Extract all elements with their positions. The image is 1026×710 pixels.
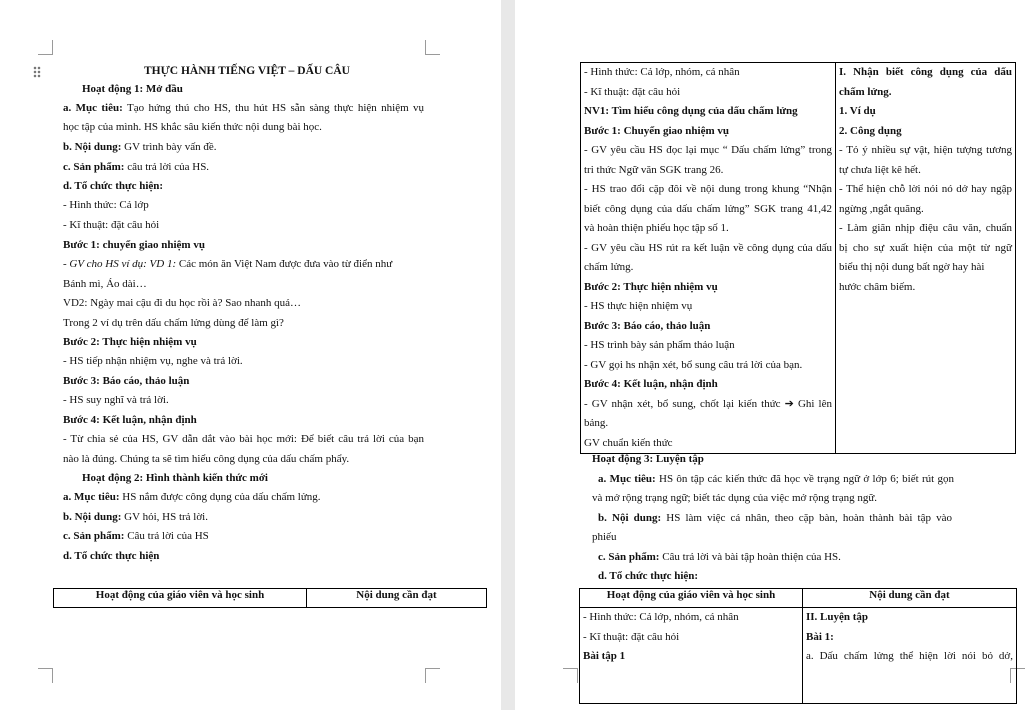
cell-text-line: 2. Công dụng <box>839 124 902 137</box>
table-row <box>581 63 1016 454</box>
cell-text-line: bảng. <box>584 417 609 429</box>
step1-heading: Bước 1: chuyển giao nhiệm vụ <box>63 239 205 251</box>
crop-mark <box>563 668 578 683</box>
practice-table <box>579 588 1017 704</box>
cell-text-line: Bước 1: Chuyển giao nhiệm vụ <box>584 124 730 137</box>
product-line: c. Sản phẩm: câu trả lời của HS. <box>63 161 210 173</box>
expected-content-cell <box>803 608 1017 704</box>
knowledge-table <box>580 62 1016 454</box>
technique-line: - Kĩ thuật: đặt câu hỏi <box>63 219 160 231</box>
cell-text-line: - Hình thức: Cả lớp, nhóm, cá nhân <box>584 66 740 78</box>
cell-text-line: GV chuẩn kiến thức <box>584 436 673 449</box>
a3-content-line-2: phiếu <box>592 531 617 543</box>
objective-line: a. Mục tiêu: Tạo hứng thú cho HS, thu hút HS sẵn sàng thực hiện nhiệm vụ <box>63 102 425 114</box>
a2-product-line: c. Sản phẩm: Câu trả lời của HS <box>63 530 209 542</box>
cell-text-line: - GV yêu cầu HS đọc lại mục “ Dấu chấm lửng” trong <box>584 144 832 156</box>
cell-text-line: - Kĩ thuật: đặt câu hỏi <box>583 630 680 643</box>
cell-text-line: ngừng ,ngắt quãng. <box>839 202 924 215</box>
cell-text-line: - Làm giãn nhịp điệu câu văn, chuẩn <box>839 222 1012 234</box>
a3-objective-line-2: và mở rộng trạng ngữ; biết tác dụng của việc mở rộng trạng ngữ. <box>592 492 878 504</box>
expected-content-cell <box>836 63 1016 454</box>
cell-text-line: 1. Ví dụ <box>839 105 876 117</box>
table-header-cell: Nội dung cần đạt <box>803 589 1017 608</box>
step1-line-3: VD2: Ngày mai cậu đi du học rồi à? Sao nhanh quá… <box>63 297 301 309</box>
document-page-right <box>515 0 1026 710</box>
a2-content-line: b. Nội dung: GV hỏi, HS trả lời. <box>63 511 208 523</box>
cell-text-line: Bài 1: <box>806 630 834 643</box>
cell-text-line: - Kĩ thuật: đặt câu hỏi <box>584 85 681 98</box>
cell-text-line: - Thể hiện chỗ lời nói nó dở hay ngập <box>839 183 1012 195</box>
step1-line-2: Bánh mì, Áo dài… <box>63 278 147 290</box>
crop-mark <box>38 668 53 683</box>
a3-product-line: c. Sản phẩm: Câu trả lời và bài tập hoàn thiện của HS. <box>598 551 841 563</box>
cell-text-line: NV1: Tìm hiểu công dụng của dấu chấm lửng <box>584 105 798 117</box>
step4-text-1: - Từ chia sẻ của HS, GV dẫn dắt vào bài học mới: Để biết câu trả lời của bạn <box>63 433 424 445</box>
crop-mark <box>38 40 53 55</box>
cell-text-line: - GV gọi hs nhận xét, bổ sung câu trả lời của bạn. <box>584 358 803 371</box>
step3-text: - HS suy nghĩ và trả lời. <box>63 394 169 406</box>
step2-heading: Bước 2: Thực hiện nhiệm vụ <box>63 336 197 348</box>
cell-text-line: biểu thị nội dung bất ngờ hay hài <box>839 261 985 273</box>
cell-text-line: và hoàn thiện phiếu học tập số 1. <box>584 222 729 234</box>
activity2-heading: Hoạt động 2: Hình thành kiến thức mới <box>82 472 268 484</box>
a2-organize-heading: d. Tổ chức thực hiện <box>63 550 160 562</box>
cell-text-line: bị cho sự xuất hiện của một từ ngữ <box>839 241 1012 254</box>
cell-text-line: a. Dấu chấm lửng thể hiện lời nói bỏ dở, <box>806 650 1013 662</box>
form-line: - Hình thức: Cả lớp <box>63 199 149 211</box>
cell-text-line: chấm lửng. <box>584 261 634 273</box>
cell-text-line: - Hình thức: Cả lớp, nhóm, cá nhân <box>583 611 739 623</box>
step1-line-4: Trong 2 ví dụ trên dấu chấm lửng dùng để làm gì? <box>63 317 284 329</box>
cell-text-line: I. Nhận biết công dụng của dấu <box>839 66 1012 78</box>
cell-text-line: hước châm biếm. <box>839 280 916 293</box>
table-header-cell: Hoạt động của giáo viên và học sinh <box>580 589 803 608</box>
activity-table-header <box>53 588 487 608</box>
cell-text-line: Bước 2: Thực hiện nhiệm vụ <box>584 280 718 293</box>
activity1-heading: Hoạt động 1: Mở đầu <box>82 83 183 95</box>
page-title: THỰC HÀNH TIẾNG VIỆT – DẤU CÂU <box>144 65 350 77</box>
drag-handle-icon[interactable] <box>33 66 41 78</box>
a3-content-line: b. Nội dung: HS làm việc cá nhân, theo cặp bàn, hoàn thành bài tập vào <box>598 512 952 524</box>
step4-text-2: nào là đúng. Chúng ta sẽ tìm hiểu công dụng của dấu chấm phẩy. <box>63 453 350 465</box>
cell-text-line: - HS trao đổi cặp đôi về nội dung trong khung “Nhận <box>584 183 832 195</box>
crop-mark <box>425 668 440 683</box>
a2-objective-line: a. Mục tiêu: HS nắm được công dụng của dấu chấm lửng. <box>63 491 321 503</box>
a3-organize-heading: d. Tổ chức thực hiện: <box>598 570 699 582</box>
cell-text-line: - GV nhận xét, bổ sung, chốt lại kiến thức ➔ Ghi lên <box>584 397 832 410</box>
a3-objective-line: a. Mục tiêu: HS ôn tập các kiến thức đã học về trạng ngữ ở lớp 6; biết rút gọn <box>598 473 955 485</box>
cell-text-line: Bước 3: Báo cáo, thảo luận <box>584 319 711 332</box>
step1-example: - GV cho HS ví dụ: VD 1: Các món ăn Việt Nam được đưa vào từ điển như <box>63 258 393 270</box>
cell-text-line: - Tỏ ý nhiều sự vật, hiện tượng tương <box>839 144 1012 156</box>
table-row <box>580 608 1017 704</box>
table-header-cell: Hoạt động của giáo viên và học sinh <box>54 589 307 608</box>
cell-text-line: - GV yêu cầu HS rút ra kết luận về công dụng của dấu <box>584 241 832 254</box>
table-header-cell: Nội dung cần đạt <box>307 589 487 608</box>
step3-heading: Bước 3: Báo cáo, thảo luận <box>63 375 190 387</box>
teacher-activity-cell <box>580 608 803 704</box>
cell-text-line: Bài tập 1 <box>583 650 626 662</box>
activity3-heading: Hoạt động 3: Luyện tập <box>592 453 704 465</box>
table-header-row <box>580 589 1017 608</box>
cell-text-line: tri thức Ngữ văn SGK trang 26. <box>584 163 724 176</box>
crop-mark <box>425 40 440 55</box>
cell-text-line: biết công dụng của dấu chấm lửng” SGK trang 41,42 <box>584 202 832 215</box>
step4-heading: Bước 4: Kết luận, nhận định <box>63 414 197 426</box>
document-page-left <box>0 0 501 710</box>
objective-line-2: học tập của mình. HS khắc sâu kiến thức nội dung bài học. <box>63 121 322 133</box>
step2-text: - HS tiếp nhận nhiệm vụ, nghe và trả lời. <box>63 355 243 367</box>
content-line: b. Nội dung: GV trình bày vấn đề. <box>63 141 217 153</box>
cell-text-line: - HS trình bày sản phẩm thảo luận <box>584 339 735 351</box>
cell-text-line: - HS thực hiện nhiệm vụ <box>584 300 693 312</box>
organize-heading: d. Tổ chức thực hiện: <box>63 180 164 192</box>
teacher-activity-cell <box>581 63 836 454</box>
cell-text-line: chấm lửng. <box>839 85 892 98</box>
cell-text-line: Bước 4: Kết luận, nhận định <box>584 378 718 390</box>
cell-text-line: II. Luyện tập <box>806 611 869 623</box>
cell-text-line: tự chưa liệt kê hết. <box>839 163 921 176</box>
